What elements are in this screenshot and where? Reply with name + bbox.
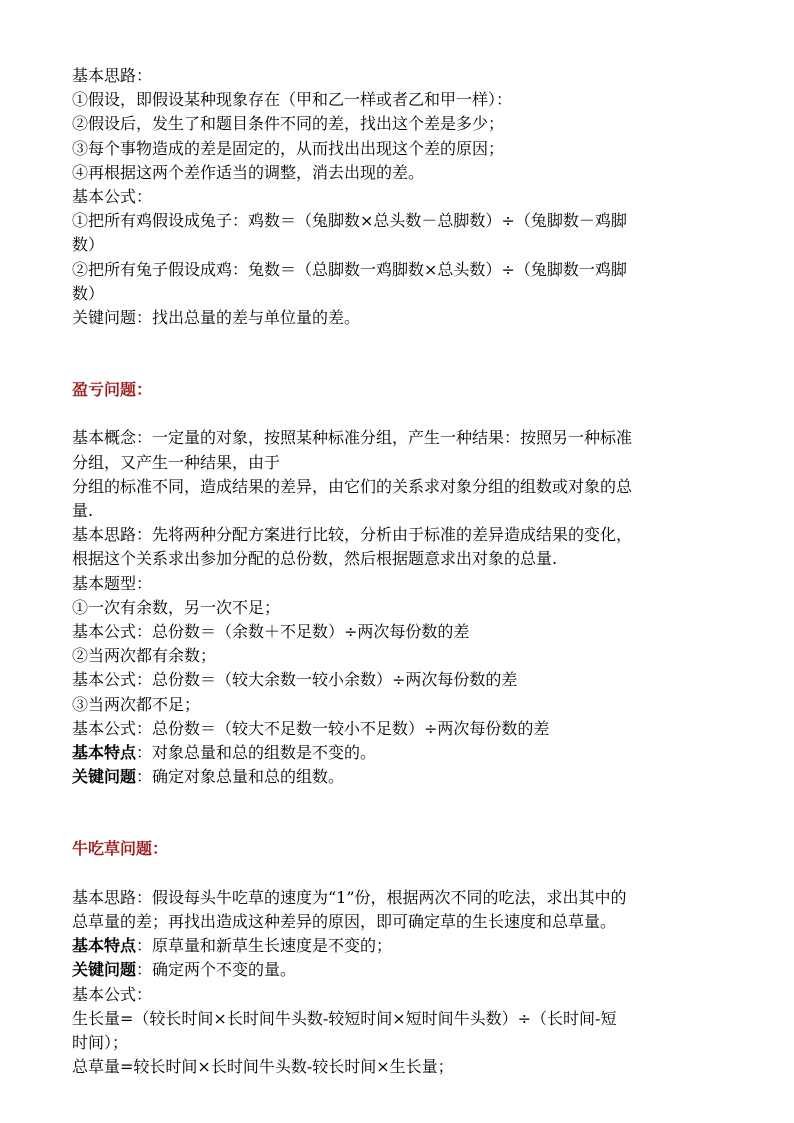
text-line: ①一次有余数，另一次不足； [72,597,281,617]
text-line: 基本公式：总份数＝（余数＋不足数）÷两次每份数的差 [72,622,470,642]
text-line: ②假设后，发生了和题目条件不同的差，找出这个差是多少； [72,114,505,134]
text-line: 时间）； [72,1032,129,1052]
text-line: 量. [72,501,94,521]
section-title: 盈亏问题： [72,380,153,400]
text-line: 关键问题：找出总量的差与单位量的差。 [72,308,361,328]
text-line: 总草量=较长时间×长时间牛头数-较长时间×生长量； [72,1057,454,1077]
key-text: ：确定对象总量和总的组数。 [136,767,345,787]
text-line: ④再根据这两个差作适当的调整，消去出现的差。 [72,162,425,182]
text-line: 基本思路：先将两种分配方案进行比较，分析由于标准的差异造成结果的变化， [72,525,633,545]
feature-line [72,741,732,765]
feature-line [72,934,732,958]
feature-text: ：对象总量和总的组数是不变的。 [136,743,377,763]
text-line: 数） [72,283,105,303]
key-line [72,765,732,789]
text-line: 总草量的差；再找出造成这种差异的原因，即可确定草的生长速度和总草量。 [72,911,617,931]
text-line: 数） [72,235,105,255]
section-profit-loss [72,378,732,789]
text-line: ①假设，即假设某种现象存在（甲和乙一样或者乙和甲一样）： [72,90,513,110]
section-assumption-method [72,64,732,330]
text-line: 基本思路：假设每头牛吃草的速度为“1”份，根据两次不同的吃法，求出其中的 [72,887,627,907]
section-cow-grass [72,837,732,1079]
text-line: 根据这个关系求出参加分配的总份数，然后根据题意求出对象的总量. [72,549,558,569]
feature-label: 基本特点 [72,743,137,763]
text-line: ③每个事物造成的差是固定的，从而找出出现这个差的原因； [72,138,505,158]
text-line: 生长量=（较长时间×长时间牛头数-较短时间×短时间牛头数）÷（长时间-短 [72,1008,617,1028]
text-line: ③当两次都不足； [72,694,201,714]
text-line: 基本公式： [72,984,153,1004]
text-line: 基本公式：总份数＝（较大不足数一较小不足数）÷两次每份数的差 [72,718,550,738]
text-line: 分组，又产生一种结果，由于 [72,452,281,472]
text-line: 基本公式： [72,187,153,207]
key-label: 关键问题 [72,960,137,980]
text-line: ②把所有兔子假设成鸡：兔数＝（总脚数一鸡脚数×总头数）÷（兔脚数一鸡脚 [72,259,627,279]
text-line: 基本公式：总份数＝（较大余数一较小余数）÷两次每份数的差 [72,670,518,690]
key-label: 关键问题 [72,767,137,787]
feature-text: ：原草量和新草生长速度是不变的； [136,936,393,956]
text-line: 基本概念：一定量的对象，按照某种标准分组，产生一种结果：按照另一种标准 [72,428,633,448]
feature-label: 基本特点 [72,936,137,956]
text-line: 分组的标准不同，造成结果的差异，由它们的关系求对象分组的组数或对象的总 [72,476,633,496]
key-line [72,958,732,982]
text-line: 基本题型： [72,573,153,593]
text-line: ②当两次都有余数； [72,646,217,666]
document-page [72,64,732,1079]
text-line: ①把所有鸡假设成兔子：鸡数＝（兔脚数×总头数－总脚数）÷（兔脚数－鸡脚 [72,211,627,231]
section-title: 牛吃草问题： [72,839,169,859]
text-line: 基本思路： [72,66,153,85]
key-text: ：确定两个不变的量。 [136,960,297,980]
